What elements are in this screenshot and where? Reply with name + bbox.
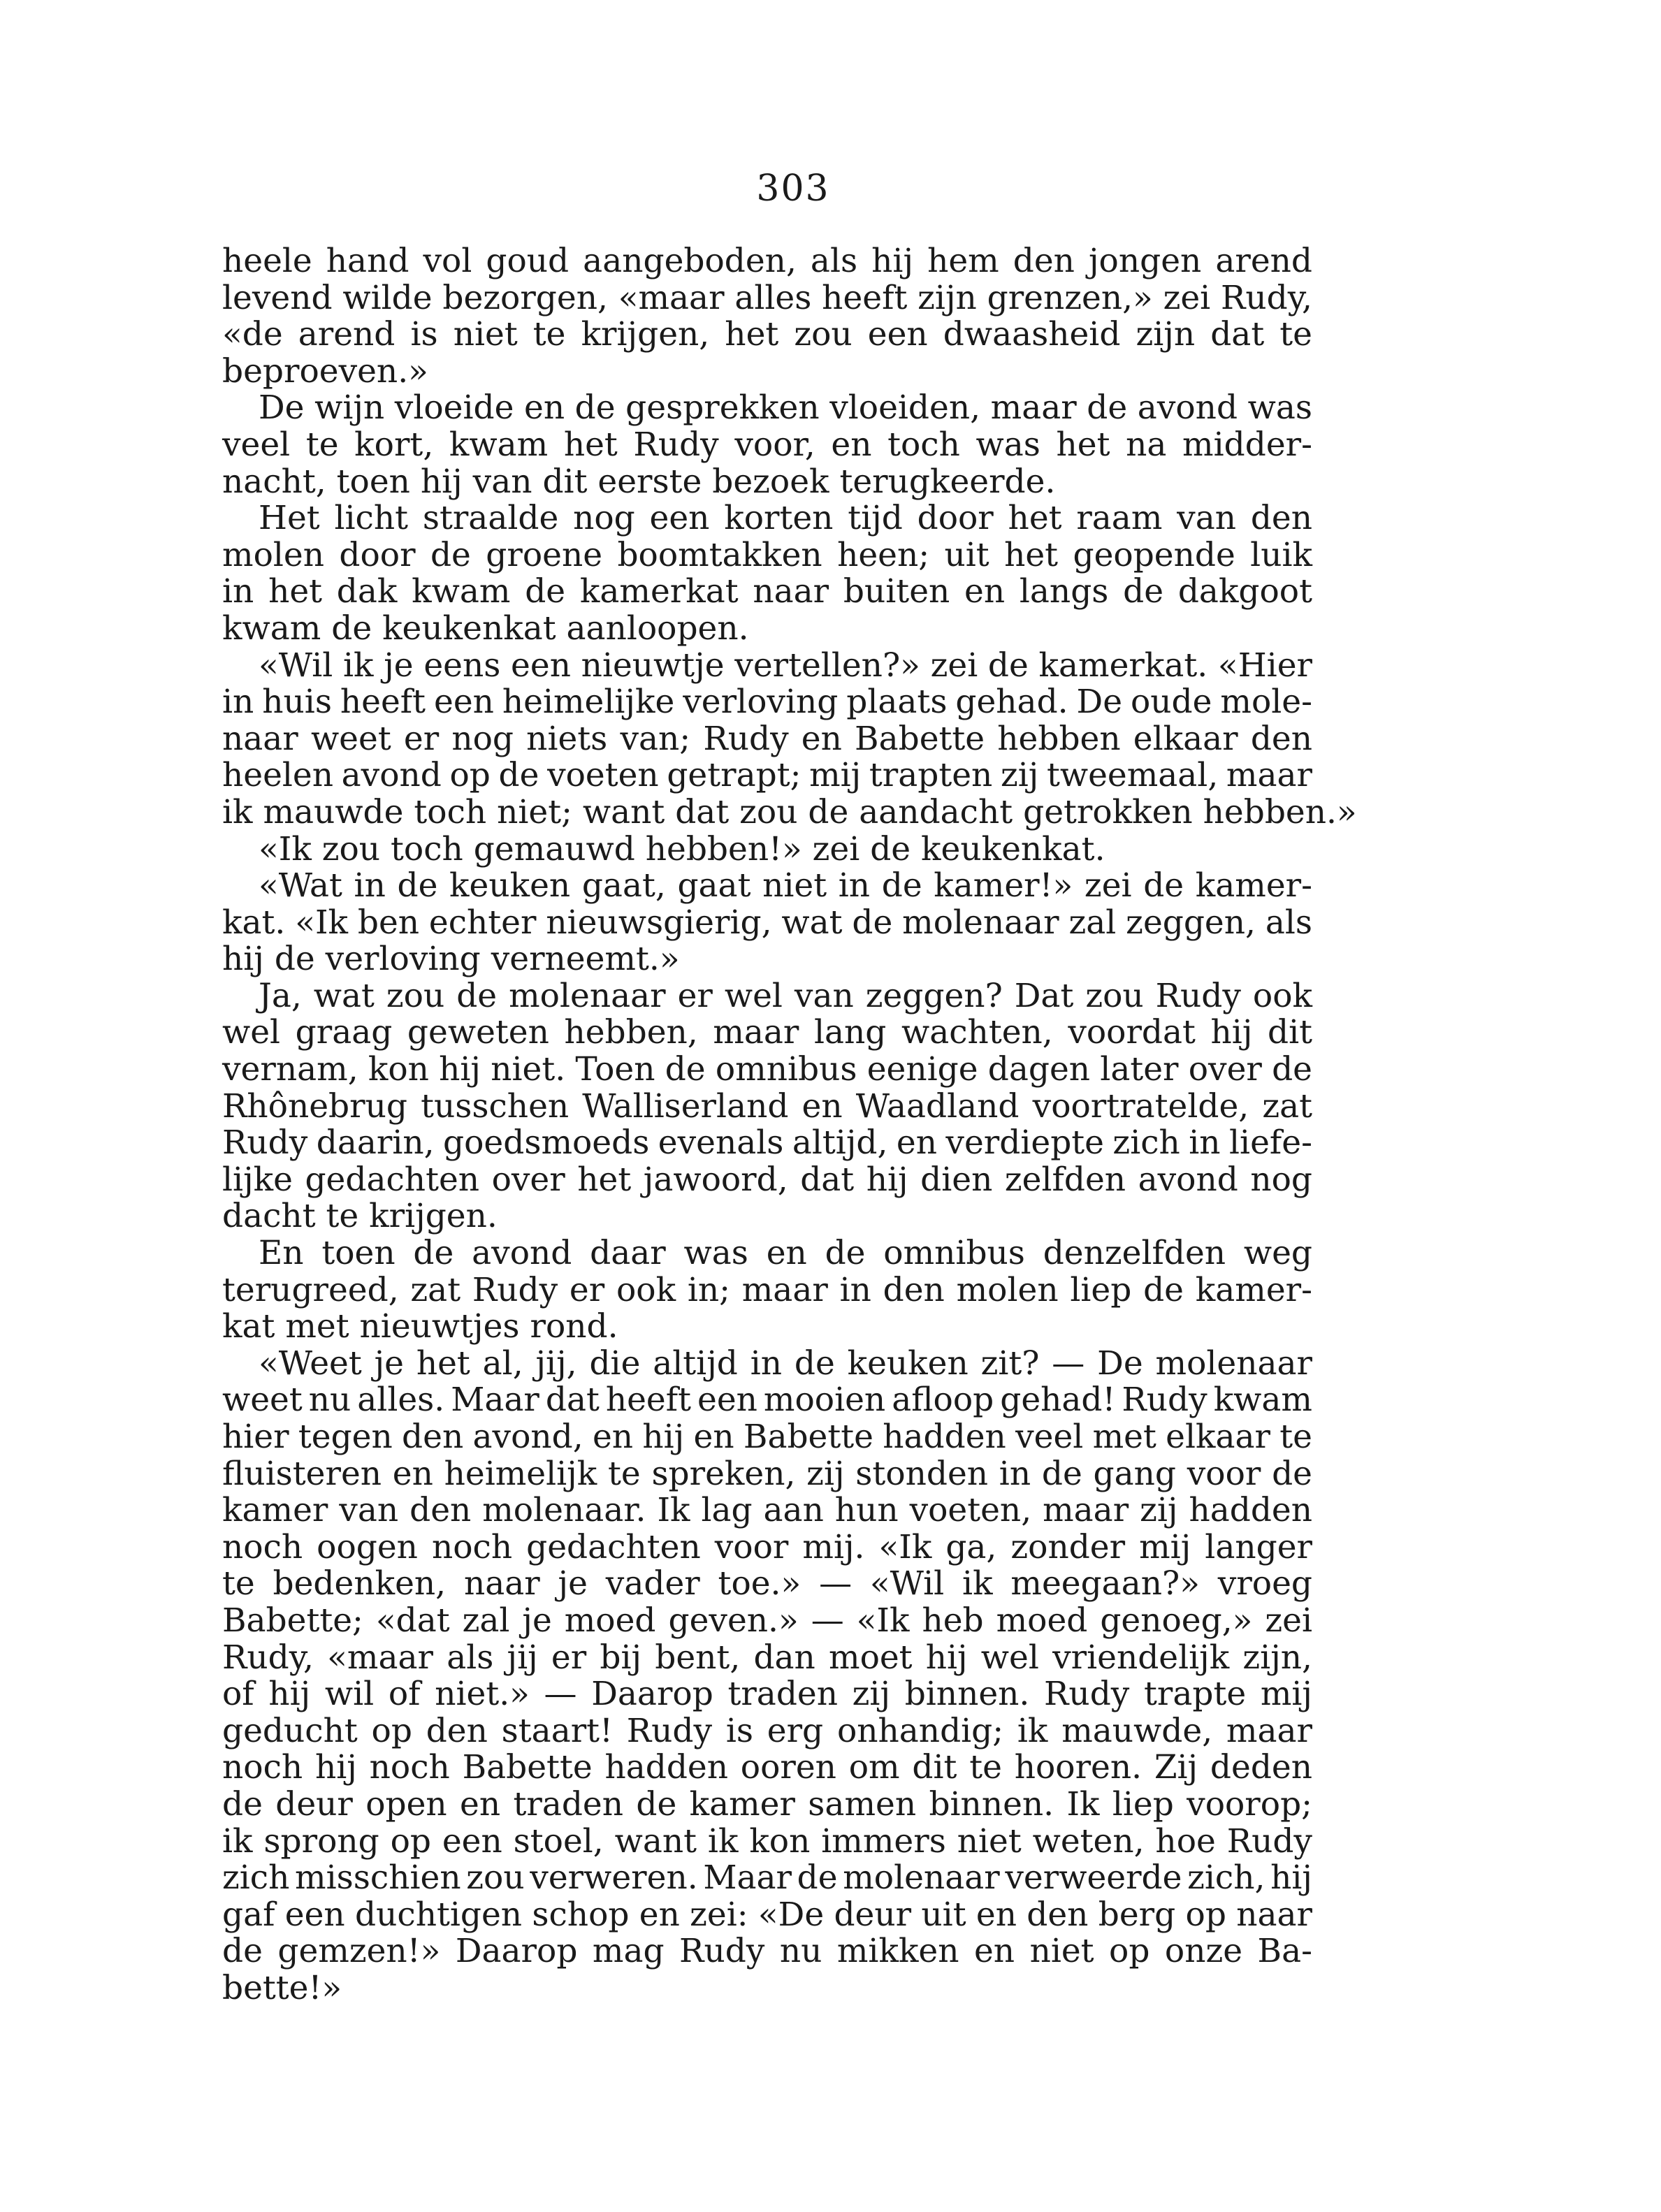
text-line: «Wil ik je eens een nieuwtje vertellen?» zei de kamerkat. «Hier [259,646,1312,685]
text-line: in het dak kwam de kamerkat naar buiten en langs de dakgoot [222,572,1312,611]
text-line: molen door de groene boomtakken heen; uit het geopende luik [222,535,1312,574]
paragraph [222,978,1312,1235]
text-line: ik mauwde toch niet; want dat zou de aandacht getrokken hebben.» [222,792,1357,831]
text-line: «Ik zou toch gemauwd hebben!» zei de keukenkat. [259,829,1105,868]
text-line: kat met nieuwtjes rond. [222,1307,618,1346]
text-line: fluisteren en heimelijk te spreken, zij stonden in de gang voor de [222,1454,1312,1493]
text-line: geducht op den staart! Rudy is erg onhandig; ik mauwde, maar [222,1711,1312,1750]
text-line: terugreed, zat Rudy er ook in; maar in den molen liep de kamer- [222,1270,1312,1309]
text-line: naar weet er nog niets van; Rudy en Babette hebben elkaar den [222,719,1312,758]
text-line: lijke gedachten over het jawoord, dat hij dien zelfden avond nog [222,1160,1312,1199]
text-line: de deur open en traden de kamer samen binnen. Ik liep voorop; [222,1784,1312,1824]
text-line: noch oogen noch gedachten voor mij. «Ik ga, zonder mij langer [222,1527,1312,1566]
text-line: beproeven.» [222,351,428,391]
text-line: de gemzen!» Daarop mag Rudy nu mikken en niet op onze Ba- [222,1932,1312,1971]
text-line: ik sprong op een stoel, want ik kon immers niet weten, hoe Rudy [222,1821,1312,1861]
paragraph [222,390,1312,500]
text-line: «Wat in de keuken gaat, gaat niet in de kamer!» zei de kamer- [259,866,1312,905]
paragraph [222,868,1312,978]
body-text [222,242,1357,2007]
paragraph [222,1235,1312,1346]
text-line: Rhônebrug tusschen Walliserland en Waadland voortratelde, zat [222,1086,1312,1126]
text-line: veel te kort, kwam het Rudy voor, en toch was het na midder- [222,425,1312,464]
text-line: gaf een duchtigen schop en zei: «De deur uit en den berg op naar [222,1895,1312,1934]
text-line: Rudy daarin, goedsmoeds evenals altijd, en verdiepte zich in liefe- [222,1123,1312,1163]
text-line: «de arend is niet te krijgen, het zou een dwaasheid zijn dat te [222,315,1312,354]
text-line: wel graag geweten hebben, maar lang wachten, voordat hij dit [222,1013,1312,1052]
text-line: te bedenken, naar je vader toe.» — «Wil ik meegaan?» vroeg [222,1564,1312,1603]
paragraph [222,500,1312,647]
text-line: heelen avond op de voeten getrapt; mij trapten zij tweemaal, maar [222,756,1312,795]
paragraph [222,831,1312,868]
text-line: Babette; «dat zal je moed geven.» — «Ik heb moed genoeg,» zei [222,1601,1312,1640]
text-line: bette!» [222,1968,342,2007]
text-line: dacht te krijgen. [222,1197,498,1236]
paragraph [222,646,1357,831]
text-line: Rudy, «maar als jij er bij bent, dan moet hij wel vriendelijk zijn, [222,1638,1312,1677]
text-line: De wijn vloeide en de gesprekken vloeiden, maar de avond was [259,388,1312,428]
text-line: noch hij noch Babette hadden ooren om dit te hooren. Zij deden [222,1748,1312,1787]
page-number: 303 [756,168,830,210]
text-line: kwam de keukenkat aanloopen. [222,609,749,648]
text-line: of hij wil of niet.» — Daarop traden zij binnen. Rudy trapte mij [222,1675,1312,1714]
text-line: weet nu alles. Maar dat heeft een mooien afloop gehad! Rudy kwam [222,1381,1312,1420]
text-line: vernam, kon hij niet. Toen de omnibus eenige dagen later over de [222,1050,1312,1089]
paragraph [222,1346,1312,2007]
text-line: zich misschien zou verweren. Maar de molenaar verweerde zich, hij [222,1858,1312,1898]
text-line: Het licht straalde nog een korten tijd door het raam van den [259,499,1312,538]
text-line: hier tegen den avond, en hij en Babette hadden veel met elkaar te [222,1418,1312,1456]
text-line: hij de verloving verneemt.» [222,940,680,979]
text-line: kamer van den molenaar. Ik lag aan hun voeten, maar zij hadden [222,1491,1312,1530]
text-line: En toen de avond daar was en de omnibus denzelfden weg [259,1234,1312,1273]
text-line: heele hand vol goud aangeboden, als hij hem den jongen arend [222,242,1312,280]
text-line: Ja, wat zou de molenaar er wel van zeggen? Dat zou Rudy ook [259,976,1312,1015]
text-line: «Weet je het al, jij, die altijd in de keuken zit? — De molenaar [259,1344,1312,1383]
text-line: in huis heeft een heimelijke verloving plaats gehad. De oude mole- [222,683,1312,722]
paragraph [222,243,1312,390]
text-line: kat. «Ik ben echter nieuwsgierig, wat de molenaar zal zeggen, als [222,903,1312,942]
text-line: nacht, toen hij van dit eerste bezoek terugkeerde. [222,462,1056,501]
text-line: levend wilde bezorgen, «maar alles heeft zijn grenzen,» zei Rudy, [222,278,1312,317]
